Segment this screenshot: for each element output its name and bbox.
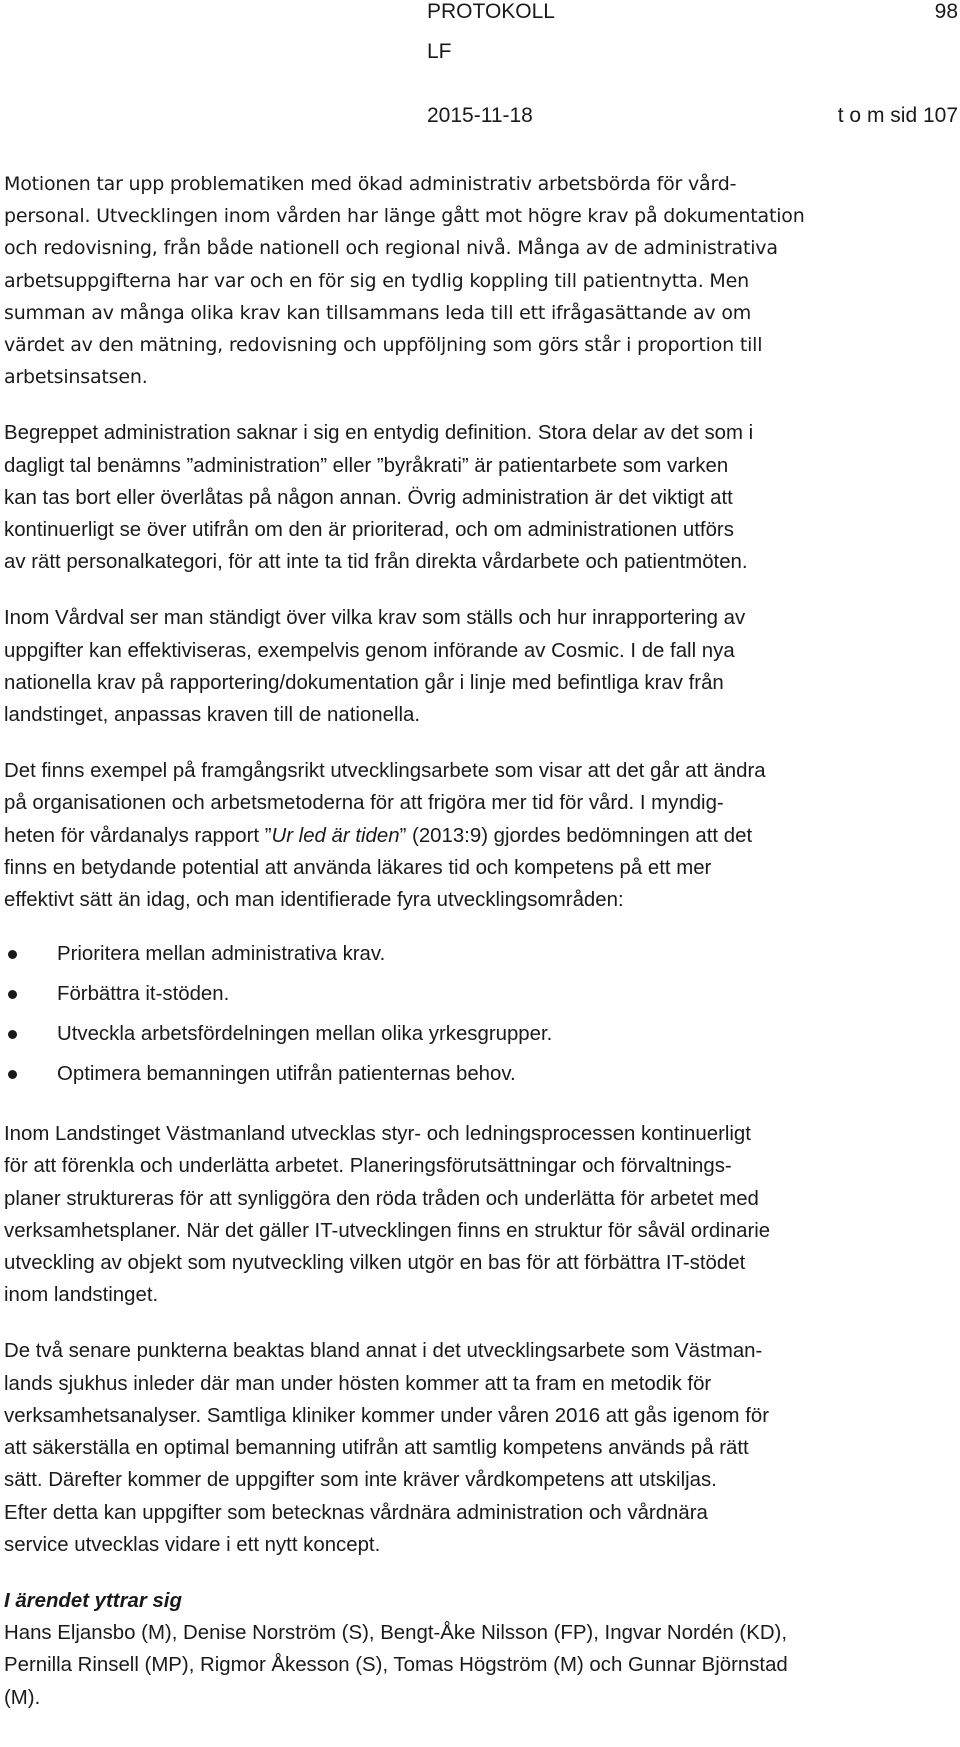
- report-title: Ur led är tiden: [271, 824, 400, 847]
- text-line: uppgifter kan effektiviseras, exempelvis genom införande av Cosmic. I de fall nya: [4, 639, 735, 662]
- text-line: verksamhetsanalyser. Samtliga kliniker kommer under våren 2016 att gås igenom för: [4, 1404, 770, 1427]
- text-line: verksamhetsplaner. När det gäller IT-utvecklingen finns en struktur för såväl ordinarie: [4, 1219, 771, 1242]
- organization-unit: LF: [427, 40, 452, 63]
- text-line: kan tas bort eller överlåtas på någon annan. Övrig administration är det viktigt att: [4, 486, 733, 509]
- text-line: arbetsinsatsen.: [4, 366, 148, 389]
- text-segment: heten för vårdanalys rapport ”: [4, 824, 272, 847]
- text-line: kontinuerligt se över utifrån om den är prioriterad, och om administrationen utförs: [4, 519, 734, 542]
- bullet-icon: [8, 990, 17, 999]
- text-line: Pernilla Rinsell (MP), Rigmor Åkesson (S), Tomas Högström (M) och Gunnar Björnstad: [4, 1654, 788, 1677]
- paragraph-examples: [4, 755, 954, 916]
- text-line: finns en betydande potential att använda läkares tid och kompetens på ett mer: [4, 856, 712, 879]
- bullet-icon: [8, 1070, 17, 1079]
- text-line: värdet av den mätning, redovisning och uppföljning som görs står i proportion till: [4, 334, 763, 357]
- text-line: utveckling av objekt som nyutveckling vilken utgör en bas för att förbättra IT-stödet: [4, 1252, 746, 1275]
- text-line: på organisationen och arbetsmetoderna för att frigöra mer tid för vård. I myndig-: [4, 792, 724, 815]
- text-line: sätt. Därefter kommer de uppgifter som inte kräver vårdkompetens att utskiljas.: [4, 1469, 717, 1492]
- meeting-date: 2015-11-18: [427, 104, 533, 127]
- page-range: t o m sid 107: [837, 104, 958, 127]
- text-line: lands sjukhus inleder där man under hösten kommer att ta fram en metodik för: [4, 1372, 712, 1395]
- paragraph-definition: [4, 417, 954, 578]
- paragraph-vastmanland: [4, 1335, 954, 1560]
- page-number: 98: [934, 0, 958, 23]
- page-header: [0, 0, 960, 140]
- text-line: Begreppet administration saknar i sig en entydig definition. Stora delar av det som i: [4, 422, 754, 445]
- text-line: Det finns exempel på framgångsrikt utvecklingsarbete som visar att det går att ändra: [4, 760, 766, 783]
- text-line: Inom Landstinget Västmanland utvecklas styr- och ledningsprocessen kontinuerligt: [4, 1123, 751, 1146]
- text-line: [4, 820, 954, 852]
- text-line: landstinget, anpassas kraven till de nationella.: [4, 704, 421, 727]
- text-line: dagligt tal benämns ”administration” eller ”byråkrati” är patientarbete som varken: [4, 454, 729, 477]
- text-line: inom landstinget.: [4, 1284, 159, 1307]
- list-item-text: Förbättra it-stöden.: [57, 983, 230, 1006]
- text-line: att säkerställa en optimal bemanning utifrån att samtlig kompetens används på rätt: [4, 1437, 749, 1460]
- bullet-icon: [8, 950, 17, 959]
- list-item-text: Utveckla arbetsfördelningen mellan olika yrkesgrupper.: [57, 1023, 553, 1046]
- list-item-text: Optimera bemanningen utifrån patienternas behov.: [57, 1063, 516, 1086]
- section-heading: I ärendet yttrar sig: [4, 1589, 182, 1612]
- text-line: summan av många olika krav kan tillsammans leda till ett ifrågasättande av om: [4, 301, 752, 324]
- list-item: [4, 938, 954, 978]
- speakers-list: [4, 1617, 954, 1714]
- text-line: Motionen tar upp problematiken med ökad administrativ arbetsbörda för vård-: [4, 173, 737, 195]
- list-item: [4, 978, 954, 1018]
- text-line: Efter detta kan uppgifter som betecknas vårdnära administration och vårdnära: [4, 1501, 708, 1524]
- list-item-text: Prioritera mellan administrativa krav.: [57, 943, 386, 966]
- text-line: personal. Utvecklingen inom vården har länge gått mot högre krav på dokumentation: [4, 205, 805, 228]
- paragraph-landstinget: [4, 1118, 954, 1311]
- list-item: [4, 1058, 954, 1098]
- paragraph-motion: [4, 168, 954, 393]
- paragraph-vardval: [4, 602, 954, 731]
- development-areas-list: [4, 938, 954, 1098]
- text-line: Hans Eljansbo (M), Denise Norström (S), Bengt-Åke Nilsson (FP), Ingvar Nordén (KD),: [4, 1622, 788, 1645]
- text-line: av rätt personalkategori, för att inte ta tid från direkta vårdarbete och patientmöten.: [4, 551, 748, 574]
- text-line: planer struktureras för att synliggöra den röda tråden och underlätta för arbetet med: [4, 1187, 759, 1210]
- text-line: De två senare punkterna beaktas bland annat i det utvecklingsarbete som Västman-: [4, 1340, 763, 1363]
- text-line: (M).: [4, 1686, 41, 1709]
- text-line: nationella krav på rapportering/dokumentation går i linje med befintliga krav från: [4, 671, 724, 694]
- text-line: Inom Vårdval ser man ständigt över vilka krav som ställs och hur inrapportering av: [4, 607, 746, 630]
- document-type: PROTOKOLL: [427, 0, 555, 23]
- document-body: [4, 168, 954, 1714]
- bullet-icon: [8, 1030, 17, 1039]
- text-line: effektivt sätt än idag, och man identifierade fyra utvecklingsområden:: [4, 889, 624, 912]
- list-item: [4, 1018, 954, 1058]
- text-line: och redovisning, från både nationell och regional nivå. Många av de administrativa: [4, 237, 778, 260]
- text-segment: ” (2013:9) gjordes bedömningen att det: [399, 824, 753, 847]
- text-line: arbetsuppgifterna har var och en för sig en tydlig koppling till patientnytta. Men: [4, 269, 749, 292]
- text-line: service utvecklas vidare i ett nytt koncept.: [4, 1533, 381, 1556]
- text-line: för att förenkla och underlätta arbetet. Planeringsförutsättningar och förvaltnings-: [4, 1155, 732, 1178]
